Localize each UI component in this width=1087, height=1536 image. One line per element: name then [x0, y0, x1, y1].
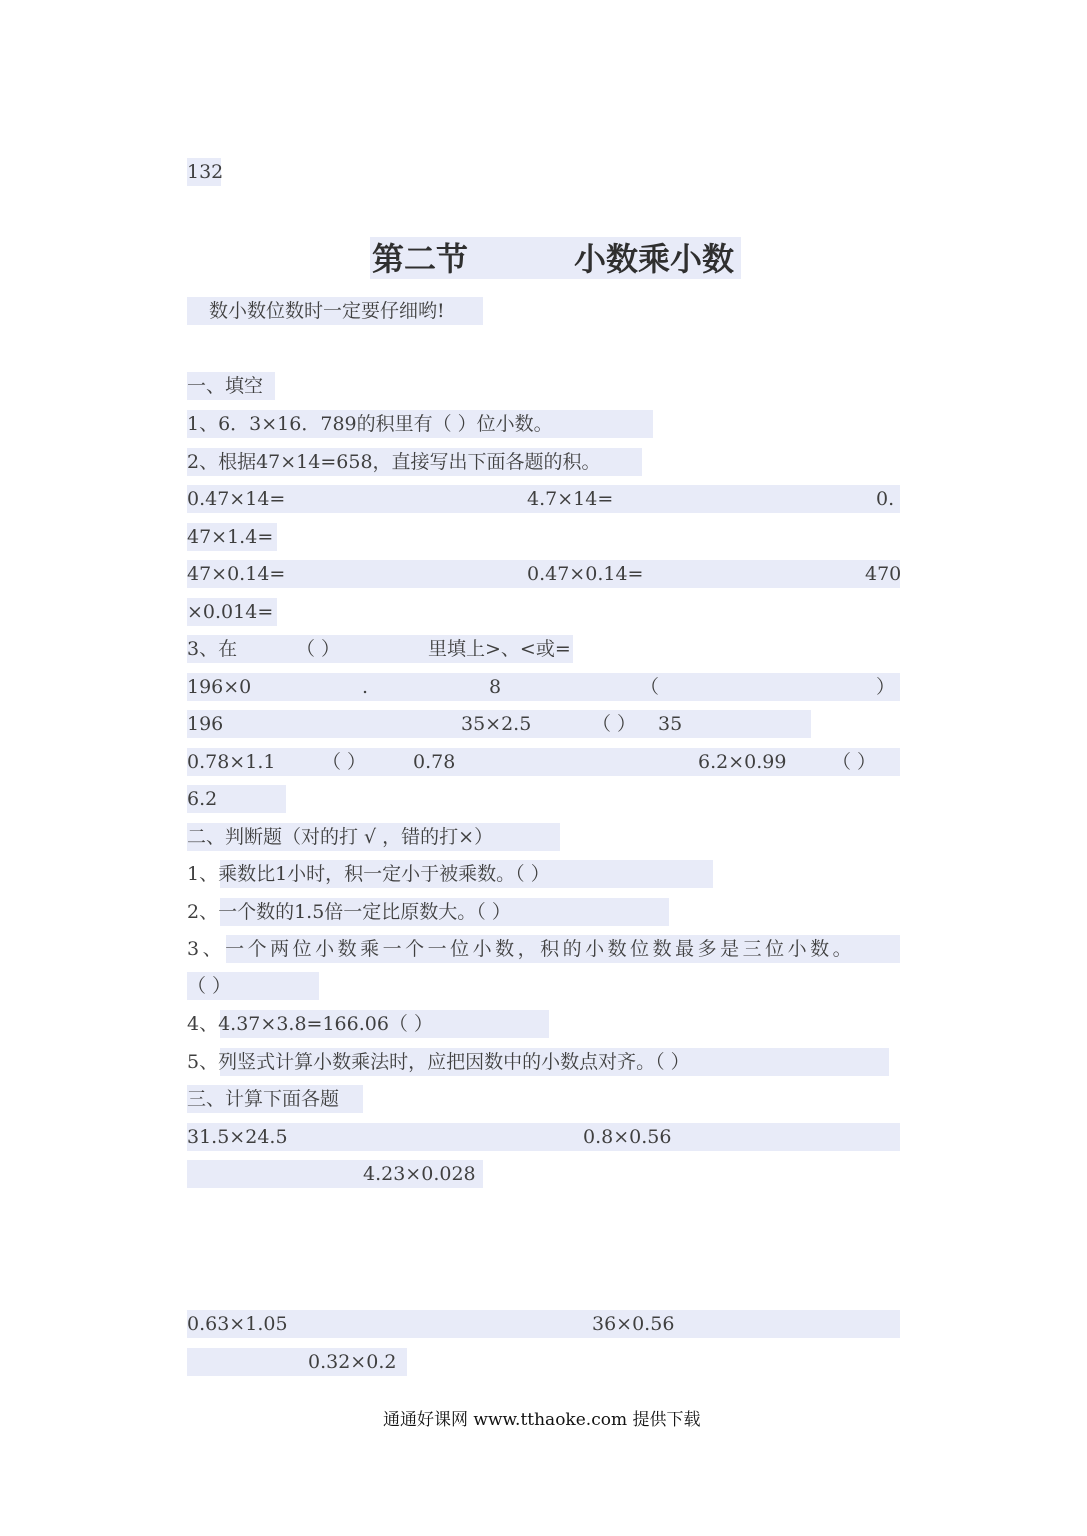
judge-item-blank: （ ）: [187, 975, 232, 997]
q2-item: 47×1.4=: [187, 526, 274, 548]
section2-heading: 二、判断题（对的打 √ ，错的打×）: [187, 826, 494, 848]
judge-item: 4、4.37×3.8=166.06（ ）: [187, 1013, 433, 1035]
q2-item: 4.7×14=: [527, 488, 614, 510]
question-2: 2、根据47×14=658，直接写出下面各题的积。: [187, 451, 601, 473]
q3-row1: 196×0: [187, 676, 252, 698]
calc-item: 31.5×24.5: [187, 1126, 288, 1148]
section1-heading: 一、填空: [187, 375, 264, 397]
highlight: [187, 673, 900, 701]
q3-row3: 6.2×0.99: [698, 751, 787, 773]
q3-row1: .: [362, 676, 369, 698]
calc-item: 0.8×0.56: [583, 1126, 672, 1148]
section3-heading: 三、计算下面各题: [187, 1088, 340, 1110]
calc-item: 36×0.56: [592, 1313, 675, 1335]
judge-item: 3、一个两位小数乘一个一位小数，积的小数位数最多是三位小数。: [187, 938, 856, 960]
highlight: [187, 1123, 900, 1151]
calc-item: 0.32×0.2: [308, 1351, 397, 1373]
page-title-left: 第二节: [372, 240, 469, 278]
q3-instruction: 里填上>、<或=: [428, 638, 571, 660]
judge-item: 2、一个数的1.5倍一定比原数大。（ ）: [187, 901, 511, 923]
q3-row3: 0.78×1.1: [187, 751, 276, 773]
q2-item: 47×0.14=: [187, 563, 286, 585]
subtitle: 数小数位数时一定要仔细哟!: [209, 300, 445, 322]
judge-item: 1、乘数比1小时，积一定小于被乘数。（ ）: [187, 863, 550, 885]
footer-credit: 通通好课网 www.tthaoke.com 提供下载: [383, 1410, 701, 1430]
highlight: [187, 1310, 900, 1338]
page-number: 132: [187, 161, 224, 183]
q3-row3: （ ）: [832, 751, 877, 773]
q2-item: 0.47×14=: [187, 488, 286, 510]
q3-row1: ）: [876, 676, 896, 698]
q3-row3: （ ）: [322, 751, 367, 773]
q3-row1: （: [640, 676, 660, 698]
calc-item: 4.23×0.028: [363, 1163, 476, 1185]
question-3: 3、在: [187, 638, 238, 660]
q3-blank: （ ）: [296, 638, 341, 660]
question-1: 1、6．3×16．789的积里有（ ）位小数。: [187, 413, 553, 435]
q3-row2: 35×2.5: [461, 713, 532, 735]
page-title-right: 小数乘小数: [574, 240, 735, 278]
q3-row2: 196: [187, 713, 224, 735]
q2-item: 470: [865, 563, 902, 585]
q3-row2: （ ）: [592, 713, 637, 735]
q3-row4: 6.2: [187, 788, 218, 810]
q3-row3: 0.78: [413, 751, 456, 773]
calc-item: 0.63×1.05: [187, 1313, 288, 1335]
q2-item: ×0.014=: [187, 601, 274, 623]
judge-item: 5、列竖式计算小数乘法时，应把因数中的小数点对齐。（ ）: [187, 1051, 690, 1073]
q2-item: 0.: [876, 488, 895, 510]
q2-item: 0.47×0.14=: [527, 563, 644, 585]
q3-row1: 8: [489, 676, 502, 698]
q3-row2: 35: [658, 713, 683, 735]
highlight: [187, 748, 900, 776]
